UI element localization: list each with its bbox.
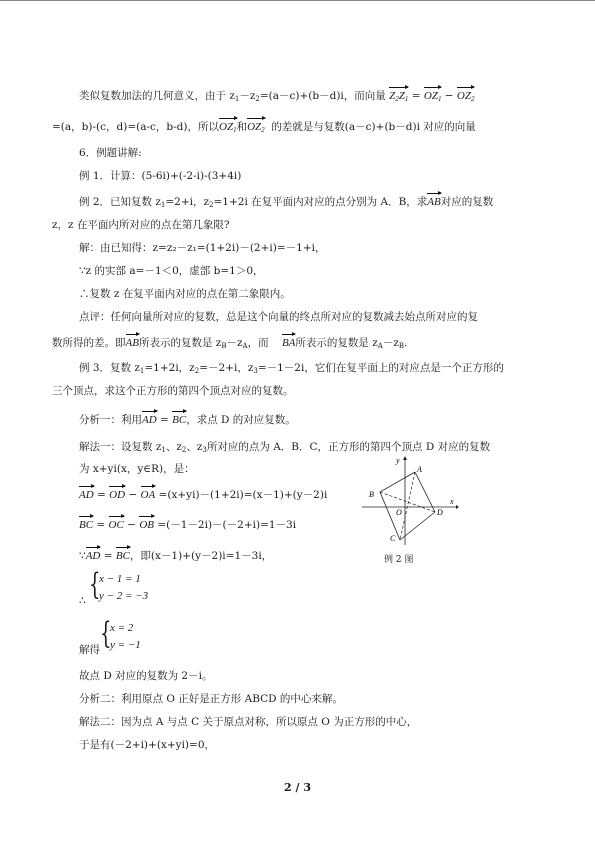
since-ad-equals-bc: ∵AD = BC，即(x－1)+(y－2)i=1－3i， xyxy=(79,546,272,563)
example-3-analysis-1: 分析一：利用AD = BC，求点 D 的对应复数。 xyxy=(79,410,296,427)
example-3-line1: 例 3．复数 $z_1=1+2i$，$z_2=-2+i$，$z_3=-1-2i$，它们在复平面上的对应点是一个正方形的 xyxy=(79,362,504,375)
section-heading-examples: 6．例题讲解: xyxy=(79,147,142,159)
x-axis-arrow xyxy=(456,505,459,509)
example-2-comment-line1: 点评：任何向量所对应的复数，总是这个向量的终点所对应的复数减去始点所对应的复 xyxy=(79,311,478,323)
top-rule xyxy=(0,0,595,1)
example-3-solution-1-line1: 解法一：设复数 $z_1$、$z_2$、$z_3$所对应的点为 A．B．C，正方形的第四个顶点 D 对应的复数 xyxy=(79,441,491,454)
label-c: C xyxy=(390,534,396,543)
vector-z2z1: $Z_2Z_1$ xyxy=(389,86,408,106)
page-number: 2 / 3 xyxy=(284,781,311,794)
example-2-line1: 例 2．已知复数 $z_1=2+i$，$z_2=1+2i$ 在复平面内对应的点分别为 A．B，求AB对应的复数 xyxy=(79,192,493,212)
example-3-conclusion: 故点 D 对应的复数为 2－i。 xyxy=(79,670,213,682)
paragraph-geometric-meaning-line1: 类似复数加法的几何意义，由于 $z_1-z_2=(a-c)+(b-d)i$，而向量 $Z_2Z_1 = OZ_1 - OZ_2$ xyxy=(79,86,474,106)
label-b: B xyxy=(369,490,374,499)
example-3-analysis-2: 分析二：利用原点 O 正好是正方形 ABCD 的中心来解。 xyxy=(79,693,343,705)
example-1: 例 1．计算：(5-6i)+(-2-i)-(3+4i) xyxy=(79,170,242,182)
paragraph-geometric-meaning-line2: =(a，b)-(c，d)=(a-c，b-d)，所以$OZ_1$和$OZ_2$ 的差就是与复数(a－c)+(b－d)i 对应的向量 xyxy=(52,117,476,137)
label-x: x xyxy=(450,497,454,506)
example-2-solution-2: ∵z 的实部 a=－1＜0，虚部 b=1＞0， xyxy=(79,265,264,277)
example-3-solution-2-line2: 于是有(－2+i)+(x+yi)=0， xyxy=(79,739,216,751)
example-2-solution-3: ∴复数 z 在复平面内对应的点在第二象限内。 xyxy=(79,288,291,300)
vector-oz2: $OZ_2$ xyxy=(457,86,475,106)
label-d: D xyxy=(437,508,443,517)
square-diagram xyxy=(360,455,460,550)
equation-system-2: { x = 2 y = −1 xyxy=(100,616,141,651)
vector-oz1: $OZ_1$ xyxy=(424,86,442,106)
therefore-symbol: ∴ xyxy=(79,595,86,607)
example-3-line2: 三个顶点，求这个正方形的第四个顶点对应的复数。 xyxy=(52,385,294,397)
example-3-solution-2-line1: 解法二：因为点 A 与点 C 关于原点对称，所以原点 O 为正方形的中心， xyxy=(79,716,418,728)
edge-ab xyxy=(380,472,415,492)
example-2-solution-1: 解：由已知得：z=z₂－z₁=(1+2i)－(2+i)=－1+i， xyxy=(79,242,326,254)
label-o: O xyxy=(396,508,402,517)
solved-label: 解得 xyxy=(79,644,100,656)
figure-caption: 例 2 图 xyxy=(384,555,414,565)
equation-system-1: { x − 1 = 1 y − 2 = −3 xyxy=(89,567,149,602)
label-y: y xyxy=(396,456,400,465)
label-a: A xyxy=(417,465,422,474)
equation-ad: AD = OD − OA =(x+yi)－(1+2i)=(x－1)+(y－2)i xyxy=(79,485,327,502)
equation-bc: BC = OC − OB =(－1－2i)－(－2+i)=1－3i xyxy=(79,515,296,532)
example-2-line2: z，z 在平面内所对应的点在第几象限? xyxy=(52,219,230,231)
example-2-comment-line2: 数所得的差。即AB所表示的复数是 $z_B-z_A$，而 BA所表示的复数是 $z_A-z_B$. xyxy=(52,333,407,353)
example-3-solution-1-line2: 为 x+yi(x，y∈R)，是： xyxy=(79,463,195,475)
y-axis-arrow xyxy=(403,456,407,460)
